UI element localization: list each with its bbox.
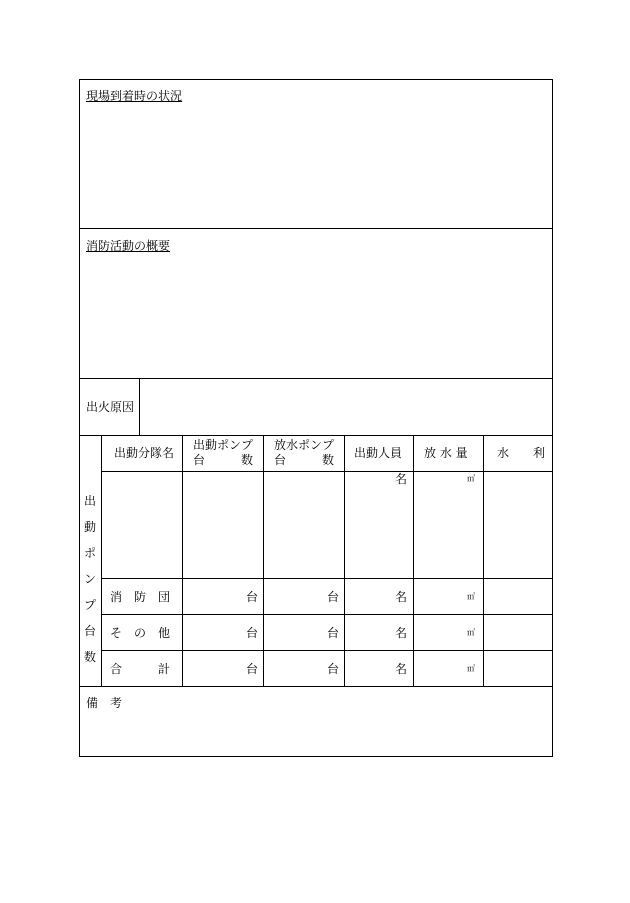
remarks-label: 備 考 (86, 696, 123, 710)
row0-amount-unit: ㎥ (467, 474, 475, 483)
header-water-pumps-line1: 放水ポンプ (274, 438, 335, 452)
row-total-water-pumps: 台 (327, 662, 340, 676)
row-label-total: 合 計 (110, 662, 171, 676)
row-other-water-pumps: 台 (327, 626, 340, 640)
divider-col5 (483, 435, 484, 686)
vertical-char: プ (83, 598, 96, 612)
divider-cause (80, 435, 552, 436)
divider-header (101, 471, 552, 472)
divider-row3 (101, 650, 552, 651)
divider-cause-label (139, 378, 140, 435)
row-total-personnel: 名 (395, 662, 408, 676)
report-form (79, 79, 553, 757)
divider-activity (80, 378, 552, 379)
vertical-char: ポ (83, 546, 96, 560)
header-water-source: 水 利 (497, 446, 546, 460)
divider-arrival (80, 228, 552, 229)
header-unit-name: 出動分隊名 (114, 446, 175, 460)
header-dispatch-pumps-line2: 台 数 (193, 453, 254, 467)
divider-col2 (263, 435, 264, 686)
activity-summary-title: 消防活動の概要 (86, 239, 171, 253)
vertical-char: 数 (83, 650, 96, 664)
header-dispatch-pumps-line1: 出動ポンプ (193, 438, 254, 452)
row-label-other: そ の 他 (110, 626, 171, 640)
vertical-char: 台 (83, 624, 96, 638)
vertical-char: ン (83, 572, 96, 586)
vertical-char: 動 (83, 520, 96, 534)
fire-cause-label: 出火原因 (86, 400, 135, 414)
row-fire-corps-amount: ㎥ (467, 592, 475, 601)
header-water-amount: 放 水 量 (424, 446, 468, 460)
arrival-status-title: 現場到着時の状況 (86, 89, 183, 103)
row-other-pumps: 台 (246, 626, 259, 640)
row-fire-corps-pumps: 台 (246, 590, 259, 604)
divider-col4 (413, 435, 414, 686)
row-fire-corps-water-pumps: 台 (327, 590, 340, 604)
divider-col1 (182, 435, 183, 686)
row0-personnel-unit: 名 (395, 472, 408, 486)
pump-count-vertical-label (83, 488, 97, 670)
divider-row2 (101, 614, 552, 615)
divider-remarks (80, 686, 552, 687)
divider-vertical-label (101, 435, 102, 686)
row-total-amount: ㎥ (467, 664, 475, 673)
divider-row1 (101, 578, 552, 579)
header-water-pumps-line2: 台 数 (274, 453, 335, 467)
row-fire-corps-personnel: 名 (395, 590, 408, 604)
header-personnel: 出動人員 (354, 446, 403, 460)
row-total-pumps: 台 (246, 662, 259, 676)
row-label-fire-corps: 消 防 団 (110, 590, 171, 604)
vertical-char: 出 (83, 494, 96, 508)
row-other-personnel: 名 (395, 626, 408, 640)
divider-col3 (344, 435, 345, 686)
row-other-amount: ㎥ (467, 628, 475, 637)
